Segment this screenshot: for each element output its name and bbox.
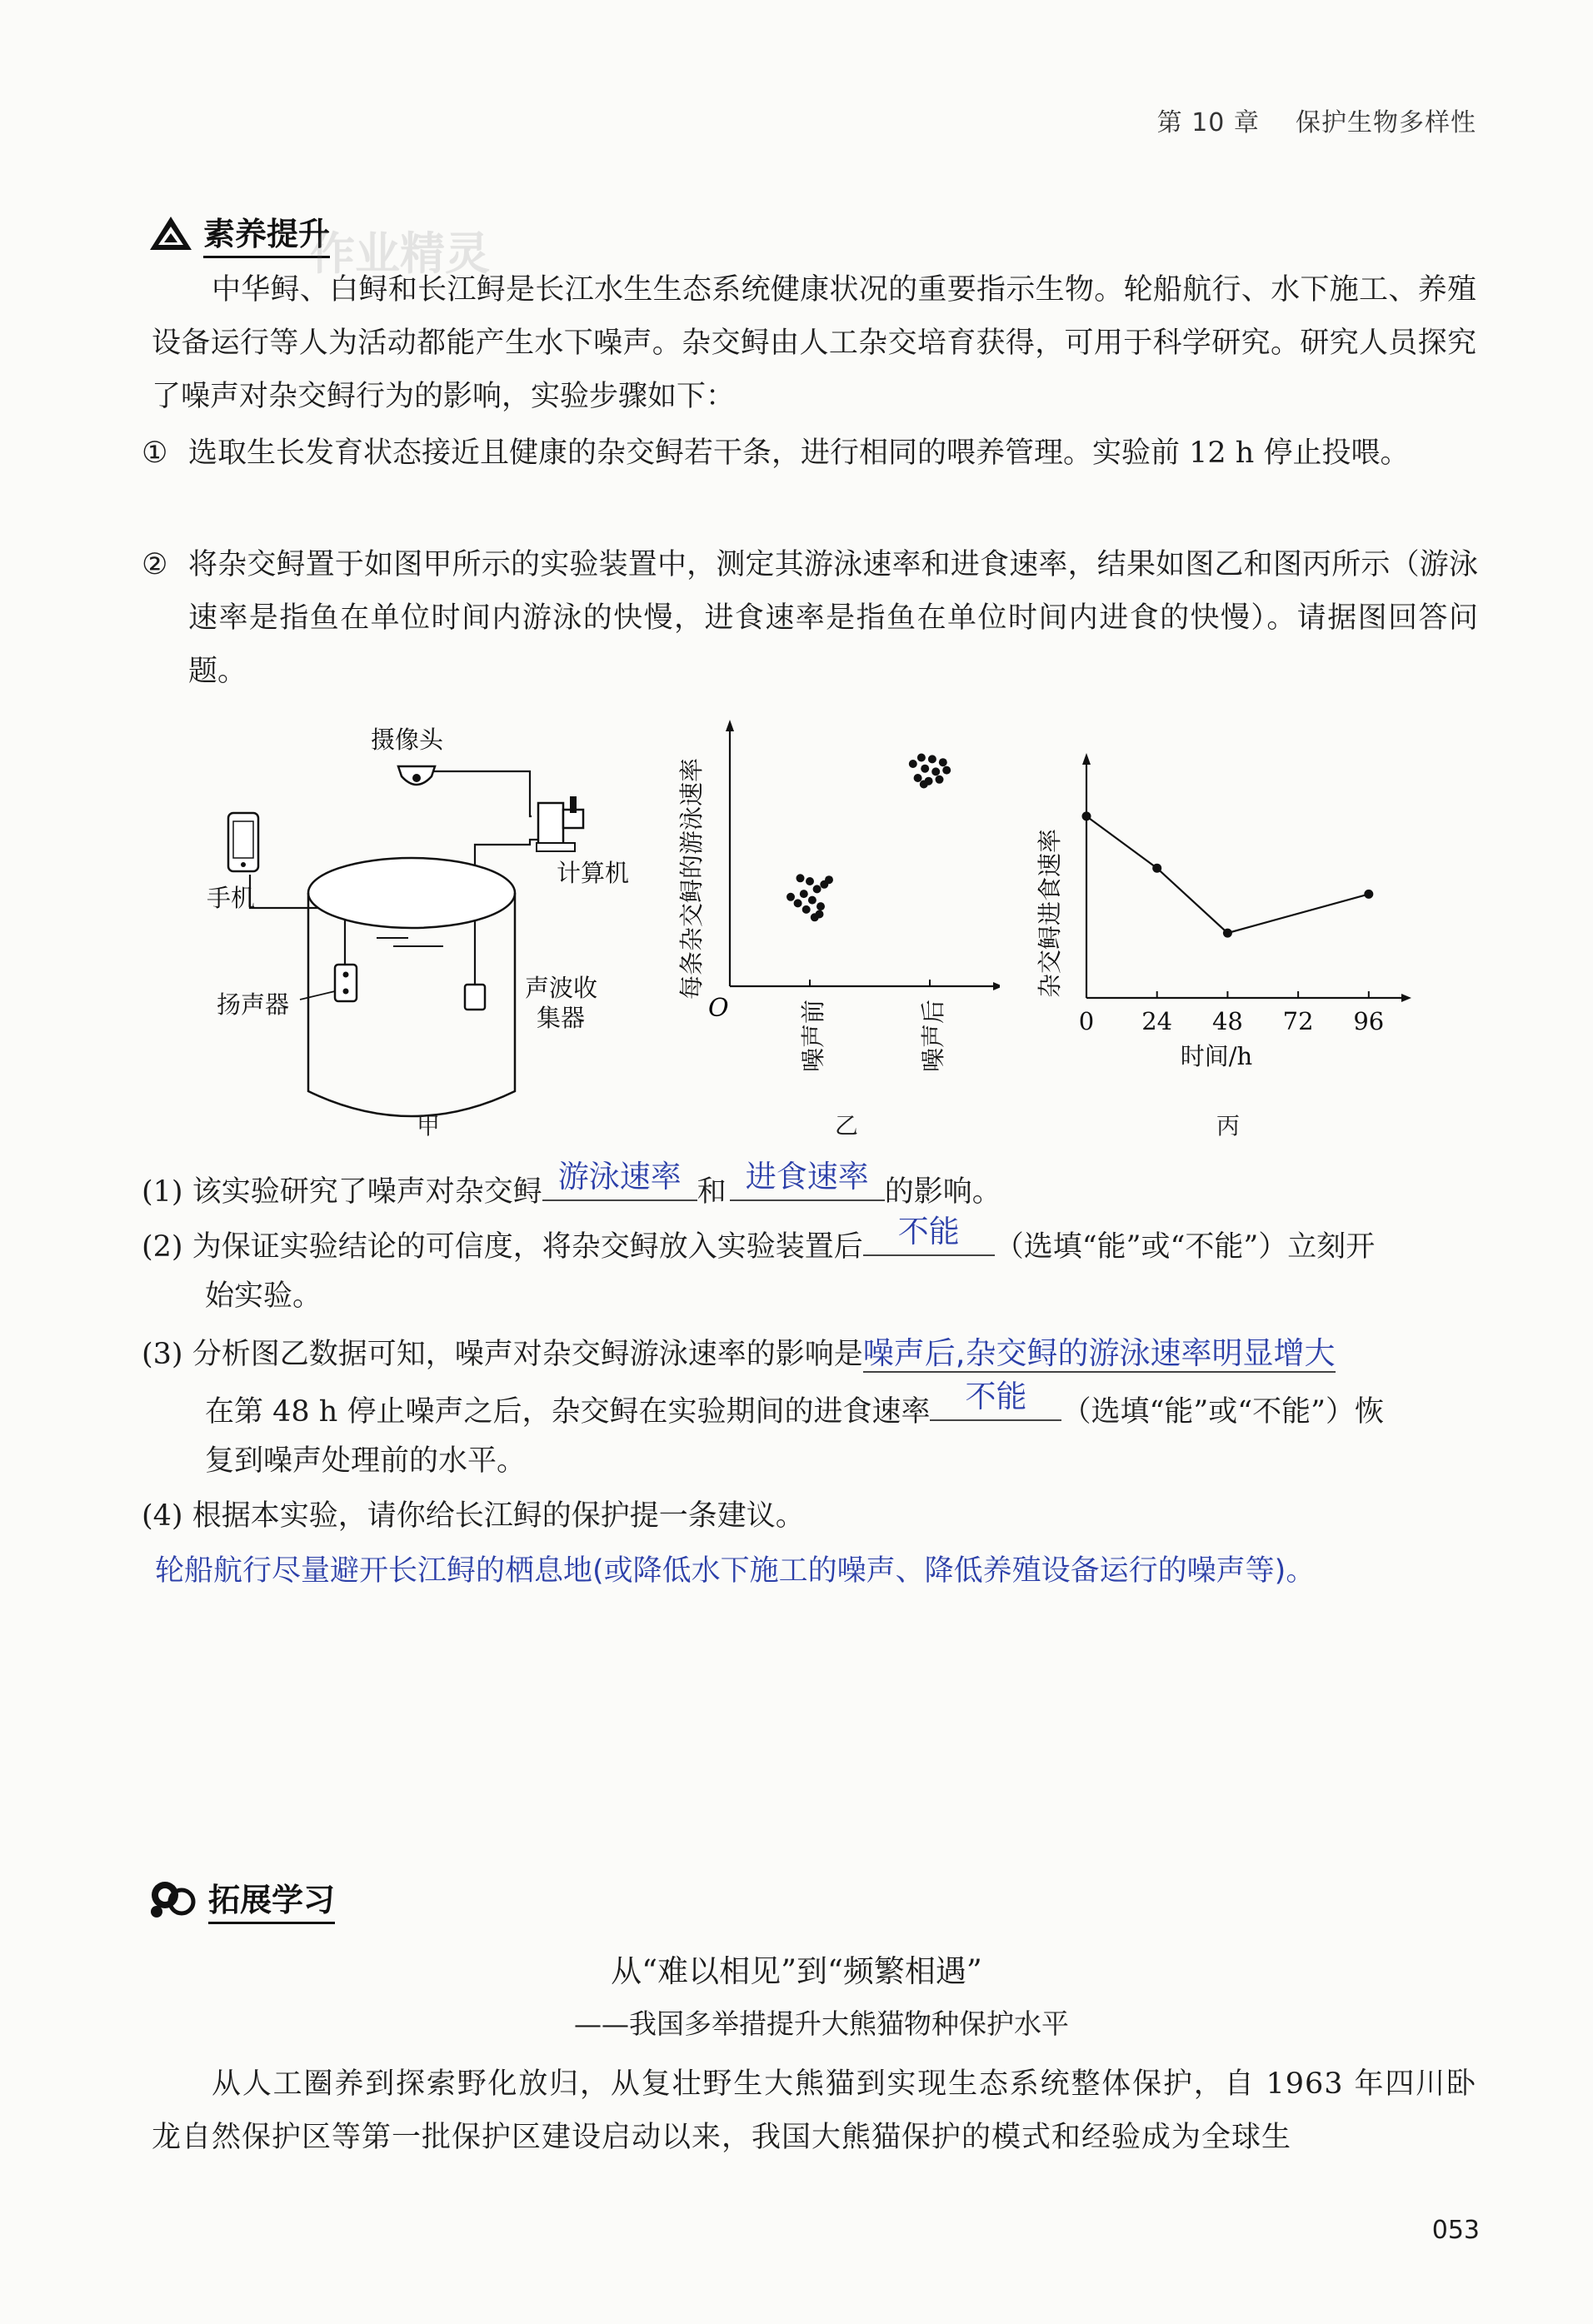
scatter-point-after-2 [917, 754, 926, 762]
q1-text-post: 的影响。 [884, 1175, 1001, 1209]
question-3 [142, 1328, 1336, 1373]
q1-blank-1[interactable] [542, 1159, 697, 1201]
scatter-point-after-10 [920, 780, 928, 789]
scatter-point-after-5 [928, 755, 936, 763]
section-2-title-text: 拓展学习 [208, 1874, 335, 1924]
x-tick-label-48: 48 [1211, 1007, 1243, 1035]
article-subtitle: ——我国多举措提升大熊猫物种保护水平 [574, 2007, 1069, 2040]
chart-swimming-speed [667, 716, 1000, 1108]
question-4 [142, 1493, 805, 1534]
phone-icon [228, 813, 258, 871]
intro-paragraph: 中华鲟、白鲟和长江鲟是长江水生生态系统健康状况的重要指示生物。轮船航行、水下施工、养殖设备运行等人为活动都能产生水下噪声。杂交鲟由人工杂交培育获得，可用于科学研究。研究人员探究了噪声对杂交鲟行为的影响，实验步骤如下： [152, 273, 1476, 413]
q2-line-2: 始实验。 [205, 1279, 322, 1313]
scatter-point-before-5 [808, 896, 816, 905]
question-1 [142, 1159, 1001, 1210]
figure-caption-yi: 乙 [835, 1112, 859, 1140]
scatter-point-before-4 [806, 877, 814, 885]
q1-answer-1: 游泳速率 [557, 1159, 682, 1194]
q3-line-2 [205, 1379, 1385, 1430]
x-tick-label-24: 24 [1141, 1007, 1173, 1035]
camera-icon [398, 766, 435, 785]
watermark: 作业精灵 [310, 227, 490, 280]
chart-feeding-rate [1025, 750, 1416, 1100]
article-title: 从“难以相见”到“频繁相遇” [611, 1953, 982, 1989]
figure-caption-bing: 丙 [1216, 1112, 1241, 1140]
q4-text: 根据本实验，请你给长江鲟的保护提一条建议。 [192, 1499, 805, 1533]
q3-number: (3) [142, 1338, 183, 1371]
scatter-point-after-9 [942, 766, 951, 775]
q3-text-pre: 分析图乙数据可知，噪声对杂交鲟游泳速率的影响是 [192, 1338, 863, 1371]
q3-answer-1[interactable]: 噪声后,杂交鲟的游泳速率明显增大 [862, 1335, 1336, 1371]
figure-caption-jia: 甲 [417, 1112, 441, 1140]
scatter-point-after-7 [936, 775, 944, 784]
q1-text-mid: 和 [697, 1175, 727, 1209]
scatter-point-before-10 [825, 875, 833, 884]
triangle-icon [148, 215, 193, 252]
scatter-point-before-8 [816, 902, 825, 910]
step-1-text: 选取生长发育状态接近且健康的杂交鲟若干条，进行相同的喂养管理。实验前 12 h 停止投喂。 [188, 436, 1410, 470]
q2-number: (2) [142, 1230, 183, 1264]
scatter-point-after-8 [939, 758, 947, 766]
q4-answer[interactable]: 轮船航行尽量避开长江鲟的栖息地(或降低水下施工的噪声、降低养殖设备运行的噪声等)。 [155, 1554, 1316, 1588]
scatter-point-before-2 [800, 890, 808, 898]
q3-line-2-post: （选填“能”或“不能”）恢 [1061, 1395, 1385, 1429]
q1-text-pre: 该实验研究了噪声对杂交鲟 [192, 1175, 542, 1209]
speaker-label: 扬声器 [217, 990, 290, 1019]
q2-answer: 不能 [897, 1214, 960, 1249]
scatter-point-before-12 [816, 910, 824, 919]
feeding-rate-point-96 [1364, 890, 1373, 899]
magnifier-icon [147, 1878, 200, 1920]
scatter-point-before-1 [796, 874, 805, 882]
section-title-text: 素养提升 [203, 208, 330, 258]
q4-number: (4) [142, 1499, 183, 1533]
feeding-rate-line [1086, 816, 1369, 933]
step-2-number: ② [142, 548, 168, 581]
computer-icon [537, 796, 583, 851]
chapter-title: 保护生物多样性 [1296, 108, 1476, 137]
scatter-point-after-0 [909, 760, 917, 768]
x-tick-label-72: 72 [1282, 1007, 1314, 1035]
section-title-literacy [148, 208, 330, 258]
y-axis-label: 杂交鲟进食速率 [1036, 828, 1064, 998]
chapter-number: 第 10 章 [1156, 108, 1260, 137]
section-title-extension [147, 1874, 335, 1924]
q1-number: (1) [142, 1175, 183, 1209]
article-body: 从人工圈养到探索野化放归，从复壮野生大熊猫到实现生态系统整体保护，自 1963 年四川卧龙自然保护区等第一批保护区建设启动以来，我国大熊猫保护的模式和经验成为全球生 [152, 2067, 1476, 2154]
x-tick-label-96: 96 [1353, 1007, 1385, 1035]
x-tick-label-before: 噪声前 [799, 1000, 827, 1073]
scatter-point-after-3 [921, 765, 929, 773]
scatter-point-before-11 [794, 899, 802, 907]
receiver-label-2: 集器 [537, 1004, 586, 1032]
feeding-rate-point-0 [1082, 811, 1091, 820]
x-tick-label-0: 0 [1078, 1007, 1095, 1035]
speaker-device [335, 965, 357, 1001]
camera-label: 摄像头 [371, 726, 444, 754]
page-number: 053 [1431, 2216, 1480, 2245]
feeding-rate-point-24 [1152, 864, 1161, 873]
x-tick-label-after: 噪声后 [919, 1000, 947, 1073]
q2-blank[interactable] [863, 1214, 995, 1256]
q3-answer-2: 不能 [965, 1379, 1027, 1414]
scatter-point-after-6 [931, 767, 940, 775]
scatter-point-before-3 [802, 905, 811, 914]
receiver-device [465, 985, 485, 1010]
q3-blank-2[interactable] [930, 1379, 1061, 1421]
step-2 [142, 538, 1478, 698]
scatter-point-after-1 [914, 774, 922, 782]
phone-label: 手机 [207, 884, 256, 912]
figure-apparatus [200, 716, 667, 1150]
q2-text-pre: 为保证实验结论的可信度，将杂交鲟放入实验装置后 [192, 1230, 863, 1264]
q1-blank-2[interactable] [730, 1159, 885, 1201]
step-2-text: 将杂交鲟置于如图甲所示的实验装置中，测定其游泳速率和进食速率，结果如图乙和图丙所示（游泳速率是指鱼在单位时间内游泳的快慢，进食速率是指鱼在单位时间内进食的快慢）。请据图回答问题。 [188, 548, 1478, 688]
origin-label: O [708, 994, 729, 1023]
step-1 [142, 426, 1478, 480]
question-2 [142, 1214, 1376, 1265]
q1-answer-2: 进食速率 [745, 1159, 869, 1194]
y-axis-label: 每条杂交鲟的游泳速率 [677, 757, 706, 1000]
computer-label: 计算机 [557, 859, 630, 887]
feeding-rate-point-48 [1223, 929, 1232, 938]
q3-line-3: 复到噪声处理前的水平。 [205, 1444, 527, 1478]
q3-line-2-pre: 在第 48 h 停止噪声之后，杂交鲟在实验期间的进食速率 [205, 1395, 931, 1429]
q2-text-post: （选填“能”或“不能”）立刻开 [994, 1230, 1376, 1264]
receiver-label-1: 声波收 [525, 974, 598, 1002]
x-axis-label: 时间/h [1180, 1042, 1253, 1070]
scatter-point-before-0 [787, 893, 795, 901]
scatter-point-before-7 [813, 885, 821, 893]
step-1-number: ① [142, 436, 168, 470]
page-header [1157, 102, 1476, 138]
